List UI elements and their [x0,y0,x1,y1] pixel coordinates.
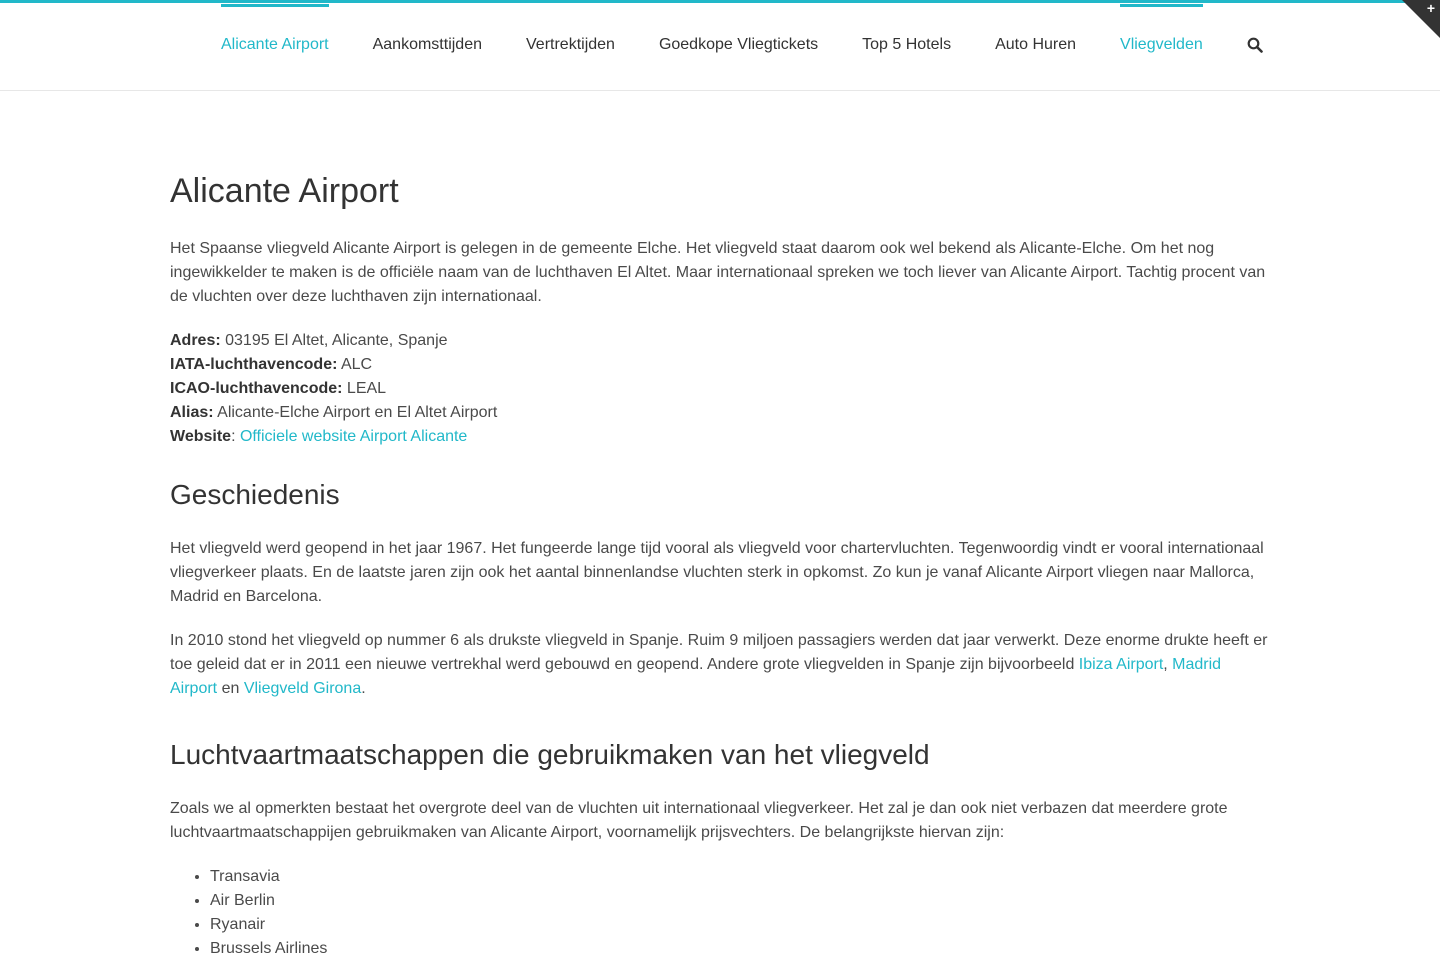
plus-icon[interactable]: + [1426,0,1435,16]
airlines-heading: Luchtvaartmaatschappen die gebruikmaken van het vliegveld [170,739,930,770]
vliegveld-girona-link[interactable]: Vliegveld Girona [243,680,362,697]
history-paragraph-2 [170,629,1270,701]
nav-item-alicante-airport[interactable]: Alicante Airport [199,0,351,90]
info-iata-label: IATA-luchthavencode: [170,356,338,373]
site-header [0,0,1440,91]
search-icon [1247,37,1263,53]
nav-item-vertrektijden[interactable]: Vertrektijden [526,36,615,53]
info-icao-label: ICAO-luchthavencode: [170,380,343,397]
main-content [170,150,1270,961]
airport-info [170,329,1270,449]
nav-item-aankomsttijden[interactable]: Aankomsttijden [372,36,482,53]
info-alias-label: Alias: [170,404,214,421]
history-paragraph-2-text: In 2010 stond het vliegveld op nummer 6 als drukste vliegveld in Spanje. Ruim 9 miljoen passagiers werden dat jaar verwerkt. Deze enorme drukte heeft er toe geleid dat er in 2011 een nieuwe vertrekhal werd gebouwd en geopend. Andere grote vliegvelden in Spanje zijn bijvoorbeeld [170,632,1268,673]
list-item: • Transavia [210,865,1270,889]
page-title: Alicante Airport [170,172,399,210]
sep-comma: , [1163,656,1173,673]
info-website-label: Website [170,428,232,445]
info-iata-value: ALC [337,356,373,373]
list-item: • Air Berlin [210,889,1270,913]
nav-item-vliegvelden[interactable]: Vliegvelden [1098,0,1225,90]
end-period: . [361,680,366,697]
info-icao [170,377,1270,401]
list-item: • Ryanair [210,913,1270,937]
info-iata [170,353,1270,377]
sep-en: en [217,680,244,697]
intro-paragraph: Het Spaanse vliegveld Alicante Airport is gelegen in de gemeente Elche. Het vliegveld staat daarom ook wel bekend als Alicante-Elche. Om het nog ingewikkelder te maken is de officiële naam van de luchthaven El Altet. Maar internationaal spreken we toch liever van Alicante Airport. Tachtig procent van de vluchten over deze luchthaven zijn internationaal. [170,240,1266,305]
info-alias [170,401,1270,425]
history-paragraph-1: Het vliegveld werd geopend in het jaar 1967. Het fungeerde lange tijd vooral als vliegveld voor chartervluchten. Tegenwoordig vindt er vooral internationaal vliegverkeer plaats. En de laatste jaren zijn ook het aantal binnenlandse vluchten sterk in opkomst. Zo kun je vanaf Alicante Airport vliegen naar Mallorca, Madrid en Barcelona. [170,540,1264,605]
list-item: • Brussels Airlines [210,937,1270,961]
official-website-link[interactable]: Officiele website Airport Alicante [239,428,468,445]
info-address [170,329,1270,353]
airlines-list [210,865,1270,961]
info-alias-value: Alicante-Elche Airport en El Altet Airport [213,404,498,421]
info-website-sep: : [231,428,240,445]
info-website [170,425,1270,449]
info-address-label: Adres: [170,332,221,349]
info-address-value: 03195 El Altet, Alicante, Spanje [220,332,448,349]
ibiza-airport-link[interactable]: Ibiza Airport [1078,656,1164,673]
nav-item-auto-huren[interactable]: Auto Huren [995,36,1077,53]
history-heading: Geschiedenis [170,479,340,510]
madrid-airport-link[interactable]: Madrid Airport [170,656,1222,697]
search-button[interactable] [1225,0,1285,90]
nav-item-top-5-hotels[interactable]: Top 5 Hotels [862,36,952,53]
nav-item-goedkope-vliegtickets[interactable]: Goedkope Vliegtickets [658,36,819,53]
info-icao-value: LEAL [342,380,387,397]
airlines-intro: Zoals we al opmerkten bestaat het overgrote deel van de vluchten uit internationaal vliegverkeer. Het zal je dan ook niet verbazen dat meerdere grote luchtvaartmaatschappijen gebruikmaken van Alicante Airport, voornamelijk prijsvechters. De belangrijkste hiervan zijn: [170,800,1228,841]
main-nav [199,0,1285,90]
